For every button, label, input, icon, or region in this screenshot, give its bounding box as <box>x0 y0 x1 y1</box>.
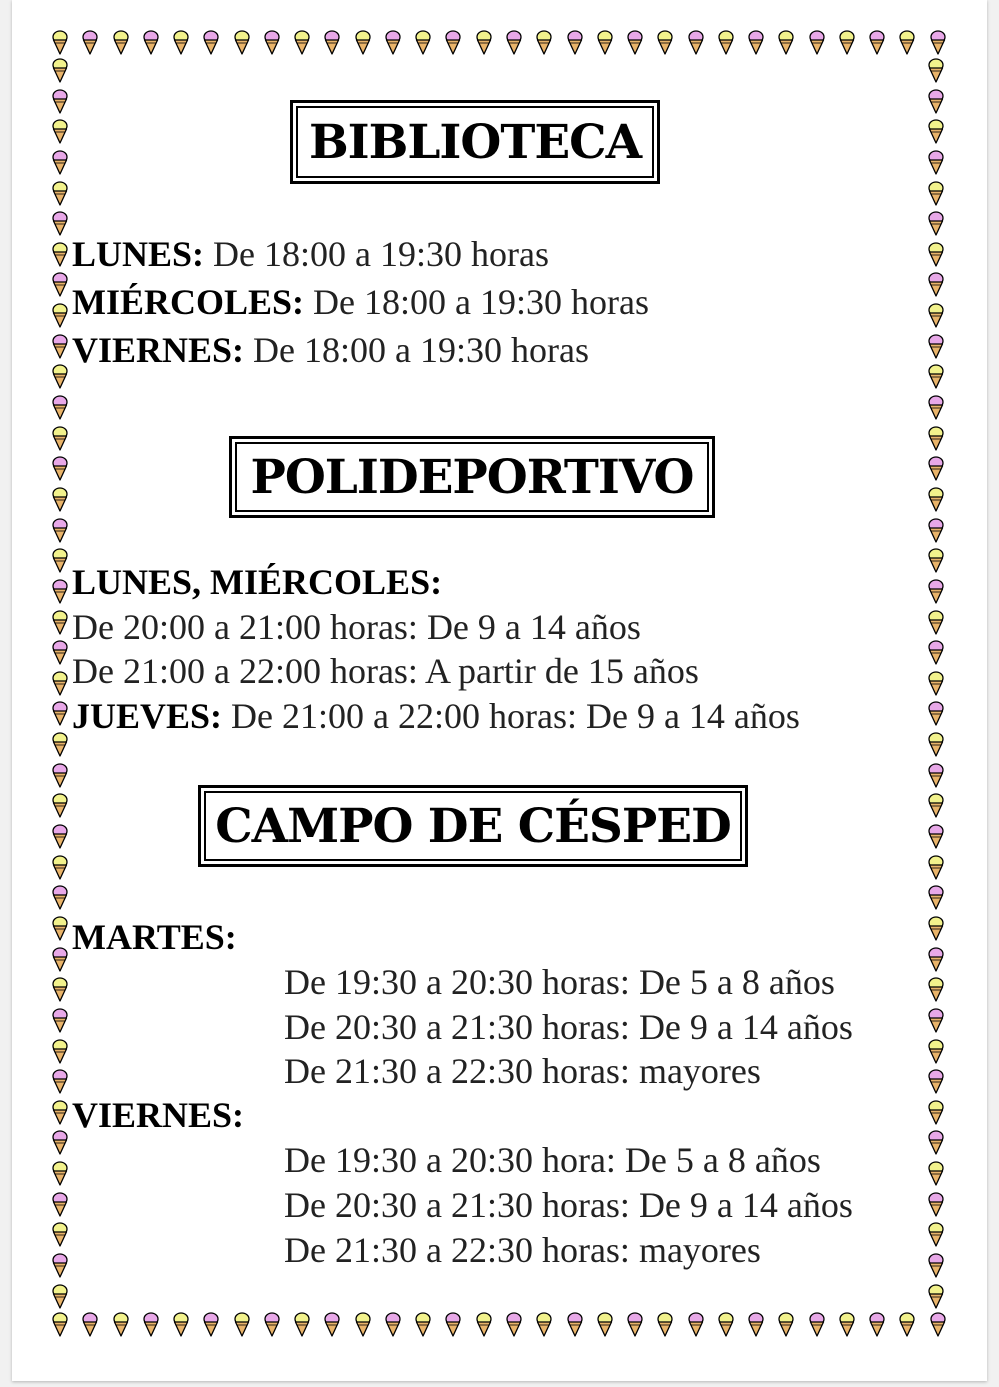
ice-cream-cone-icon <box>49 1284 71 1310</box>
ice-cream-cone-icon <box>49 732 71 758</box>
ice-cream-cone-icon <box>352 30 374 56</box>
ice-cream-cone-icon <box>321 30 343 56</box>
ice-cream-cone-icon <box>594 30 616 56</box>
polideportivo-slot-2: De 21:00 a 22:00 horas: A partir de 15 años <box>72 651 699 691</box>
ice-cream-cone-icon <box>49 824 71 850</box>
campo-martes-slot-3: De 21:30 a 22:30 horas: mayores <box>284 1051 761 1091</box>
ice-cream-cone-icon <box>321 1312 343 1338</box>
ice-cream-cone-icon <box>49 89 71 115</box>
ice-cream-cone-icon <box>140 1312 162 1338</box>
document-page <box>12 0 987 1381</box>
ice-cream-cone-icon <box>564 1312 586 1338</box>
ice-cream-cone-icon <box>49 242 71 268</box>
ice-cream-cone-icon <box>49 1100 71 1126</box>
ice-cream-cone-icon <box>925 181 947 207</box>
ice-cream-cone-icon <box>925 1253 947 1279</box>
day-label: MARTES: <box>72 917 237 957</box>
ice-cream-cone-icon <box>49 487 71 513</box>
day-label: MIÉRCOLES: <box>72 282 305 322</box>
ice-cream-cone-icon <box>49 303 71 329</box>
ice-cream-cone-icon <box>261 30 283 56</box>
ice-cream-cone-icon <box>564 30 586 56</box>
ice-cream-cone-icon <box>925 824 947 850</box>
ice-cream-cone-icon <box>866 1312 888 1338</box>
ice-cream-cone-icon <box>925 426 947 452</box>
biblioteca-heading <box>290 100 660 184</box>
ice-cream-cone-icon <box>866 30 888 56</box>
ice-cream-cone-icon <box>49 518 71 544</box>
ice-cream-cone-icon <box>925 640 947 666</box>
ice-cream-cone-icon <box>925 518 947 544</box>
ice-cream-cone-icon <box>473 30 495 56</box>
polideportivo-days <box>72 562 442 602</box>
ice-cream-cone-icon <box>925 150 947 176</box>
ice-cream-cone-icon <box>49 1161 71 1187</box>
ice-cream-cone-icon <box>49 1069 71 1095</box>
ice-cream-cone-icon <box>49 58 71 84</box>
ice-cream-cone-icon <box>170 1312 192 1338</box>
campo-martes-slot-1: De 19:30 a 20:30 horas: De 5 a 8 años <box>284 962 835 1002</box>
campo-martes-slot-2: De 20:30 a 21:30 horas: De 9 a 14 años <box>284 1007 853 1047</box>
ice-cream-cone-icon <box>925 364 947 390</box>
ice-cream-cone-icon <box>49 1130 71 1156</box>
campo-title: CAMPO DE CÉSPED <box>204 791 742 861</box>
ice-cream-cone-icon <box>927 1312 949 1338</box>
biblioteca-row-miercoles <box>72 282 649 322</box>
ice-cream-cone-icon <box>49 548 71 574</box>
ice-cream-cone-icon <box>503 30 525 56</box>
ice-cream-cone-icon <box>925 456 947 482</box>
ice-cream-cone-icon <box>170 30 192 56</box>
time-text: De 21:00 a 22:00 horas: De 9 a 14 años <box>222 696 800 736</box>
ice-cream-cone-icon <box>594 1312 616 1338</box>
ice-cream-cone-icon <box>925 1192 947 1218</box>
ice-cream-cone-icon <box>200 1312 222 1338</box>
campo-viernes-slot-1: De 19:30 a 20:30 hora: De 5 a 8 años <box>284 1140 821 1180</box>
ice-cream-cone-icon <box>927 30 949 56</box>
ice-cream-cone-icon <box>925 1039 947 1065</box>
ice-cream-cone-icon <box>685 1312 707 1338</box>
ice-cream-cone-icon <box>49 30 71 56</box>
ice-cream-cone-icon <box>745 30 767 56</box>
ice-cream-cone-icon <box>925 947 947 973</box>
ice-cream-cone-icon <box>382 1312 404 1338</box>
day-label: LUNES, MIÉRCOLES: <box>72 562 443 602</box>
ice-cream-cone-icon <box>925 1130 947 1156</box>
ice-cream-cone-icon <box>654 30 676 56</box>
ice-cream-cone-icon <box>925 1284 947 1310</box>
ice-cream-cone-icon <box>925 1069 947 1095</box>
ice-cream-cone-icon <box>49 1008 71 1034</box>
day-label: LUNES: <box>72 234 205 274</box>
ice-cream-cone-icon <box>49 364 71 390</box>
ice-cream-cone-icon <box>624 1312 646 1338</box>
ice-cream-cone-icon <box>49 119 71 145</box>
day-label: JUEVES: <box>72 696 223 736</box>
ice-cream-cone-icon <box>836 1312 858 1338</box>
ice-cream-cone-icon <box>806 1312 828 1338</box>
ice-cream-cone-icon <box>925 793 947 819</box>
ice-cream-cone-icon <box>49 671 71 697</box>
ice-cream-cone-icon <box>925 977 947 1003</box>
ice-cream-cone-icon <box>925 855 947 881</box>
ice-cream-cone-icon <box>925 1161 947 1187</box>
ice-cream-cone-icon <box>745 1312 767 1338</box>
time-text: De 18:00 a 19:30 horas <box>304 282 649 322</box>
ice-cream-cone-icon <box>503 1312 525 1338</box>
ice-cream-cone-icon <box>231 1312 253 1338</box>
polideportivo-heading <box>229 436 715 518</box>
ice-cream-cone-icon <box>49 640 71 666</box>
ice-cream-cone-icon <box>49 181 71 207</box>
ice-cream-cone-icon <box>231 30 253 56</box>
time-text: De 18:00 a 19:30 horas <box>244 330 589 370</box>
ice-cream-cone-icon <box>49 211 71 237</box>
ice-cream-cone-icon <box>925 763 947 789</box>
ice-cream-cone-icon <box>925 885 947 911</box>
polideportivo-title: POLIDEPORTIVO <box>235 442 709 512</box>
ice-cream-cone-icon <box>49 1312 71 1338</box>
ice-cream-cone-icon <box>442 30 464 56</box>
ice-cream-cone-icon <box>925 548 947 574</box>
ice-cream-cone-icon <box>925 119 947 145</box>
ice-cream-cone-icon <box>49 395 71 421</box>
ice-cream-cone-icon <box>715 1312 737 1338</box>
ice-cream-cone-icon <box>654 1312 676 1338</box>
ice-cream-cone-icon <box>925 303 947 329</box>
biblioteca-row-viernes <box>72 330 589 370</box>
border-right <box>925 58 947 1310</box>
ice-cream-cone-icon <box>110 30 132 56</box>
ice-cream-cone-icon <box>49 272 71 298</box>
ice-cream-cone-icon <box>49 150 71 176</box>
ice-cream-cone-icon <box>715 30 737 56</box>
ice-cream-cone-icon <box>925 610 947 636</box>
biblioteca-row-lunes <box>72 234 549 274</box>
ice-cream-cone-icon <box>925 89 947 115</box>
ice-cream-cone-icon <box>49 855 71 881</box>
ice-cream-cone-icon <box>925 272 947 298</box>
ice-cream-cone-icon <box>49 610 71 636</box>
ice-cream-cone-icon <box>291 30 313 56</box>
ice-cream-cone-icon <box>624 30 646 56</box>
ice-cream-cone-icon <box>925 242 947 268</box>
day-label: VIERNES: <box>72 330 245 370</box>
ice-cream-cone-icon <box>925 916 947 942</box>
ice-cream-cone-icon <box>49 334 71 360</box>
ice-cream-cone-icon <box>49 977 71 1003</box>
ice-cream-cone-icon <box>685 30 707 56</box>
ice-cream-cone-icon <box>49 793 71 819</box>
ice-cream-cone-icon <box>49 1192 71 1218</box>
ice-cream-cone-icon <box>533 30 555 56</box>
campo-viernes-slot-3: De 21:30 a 22:30 horas: mayores <box>284 1230 761 1270</box>
campo-martes-label <box>72 917 237 957</box>
time-text: De 18:00 a 19:30 horas <box>204 234 549 274</box>
ice-cream-cone-icon <box>925 701 947 727</box>
ice-cream-cone-icon <box>79 1312 101 1338</box>
ice-cream-cone-icon <box>925 579 947 605</box>
border-top <box>49 30 949 56</box>
ice-cream-cone-icon <box>49 885 71 911</box>
campo-heading <box>198 785 748 867</box>
ice-cream-cone-icon <box>775 1312 797 1338</box>
ice-cream-cone-icon <box>896 1312 918 1338</box>
ice-cream-cone-icon <box>896 30 918 56</box>
ice-cream-cone-icon <box>442 1312 464 1338</box>
ice-cream-cone-icon <box>775 30 797 56</box>
polideportivo-row-jueves <box>72 696 800 736</box>
border-left <box>49 58 71 1310</box>
ice-cream-cone-icon <box>49 1253 71 1279</box>
border-bottom <box>49 1312 949 1338</box>
ice-cream-cone-icon <box>925 671 947 697</box>
ice-cream-cone-icon <box>806 30 828 56</box>
ice-cream-cone-icon <box>49 763 71 789</box>
ice-cream-cone-icon <box>925 487 947 513</box>
ice-cream-cone-icon <box>836 30 858 56</box>
ice-cream-cone-icon <box>925 395 947 421</box>
ice-cream-cone-icon <box>79 30 101 56</box>
ice-cream-cone-icon <box>925 732 947 758</box>
ice-cream-cone-icon <box>200 30 222 56</box>
ice-cream-cone-icon <box>412 30 434 56</box>
day-label: VIERNES: <box>72 1095 245 1135</box>
ice-cream-cone-icon <box>49 1039 71 1065</box>
ice-cream-cone-icon <box>110 1312 132 1338</box>
campo-viernes-slot-2: De 20:30 a 21:30 horas: De 9 a 14 años <box>284 1185 853 1225</box>
ice-cream-cone-icon <box>925 58 947 84</box>
ice-cream-cone-icon <box>382 30 404 56</box>
ice-cream-cone-icon <box>49 579 71 605</box>
ice-cream-cone-icon <box>49 916 71 942</box>
ice-cream-cone-icon <box>925 1222 947 1248</box>
ice-cream-cone-icon <box>49 426 71 452</box>
ice-cream-cone-icon <box>140 30 162 56</box>
ice-cream-cone-icon <box>261 1312 283 1338</box>
ice-cream-cone-icon <box>925 1008 947 1034</box>
ice-cream-cone-icon <box>473 1312 495 1338</box>
ice-cream-cone-icon <box>49 456 71 482</box>
ice-cream-cone-icon <box>291 1312 313 1338</box>
ice-cream-cone-icon <box>49 1222 71 1248</box>
biblioteca-title: BIBLIOTECA <box>296 106 654 178</box>
ice-cream-cone-icon <box>352 1312 374 1338</box>
ice-cream-cone-icon <box>49 701 71 727</box>
ice-cream-cone-icon <box>925 211 947 237</box>
campo-viernes-label <box>72 1095 244 1135</box>
ice-cream-cone-icon <box>412 1312 434 1338</box>
ice-cream-cone-icon <box>925 334 947 360</box>
ice-cream-cone-icon <box>49 947 71 973</box>
ice-cream-cone-icon <box>533 1312 555 1338</box>
ice-cream-cone-icon <box>925 1100 947 1126</box>
polideportivo-slot-1: De 20:00 a 21:00 horas: De 9 a 14 años <box>72 607 641 647</box>
